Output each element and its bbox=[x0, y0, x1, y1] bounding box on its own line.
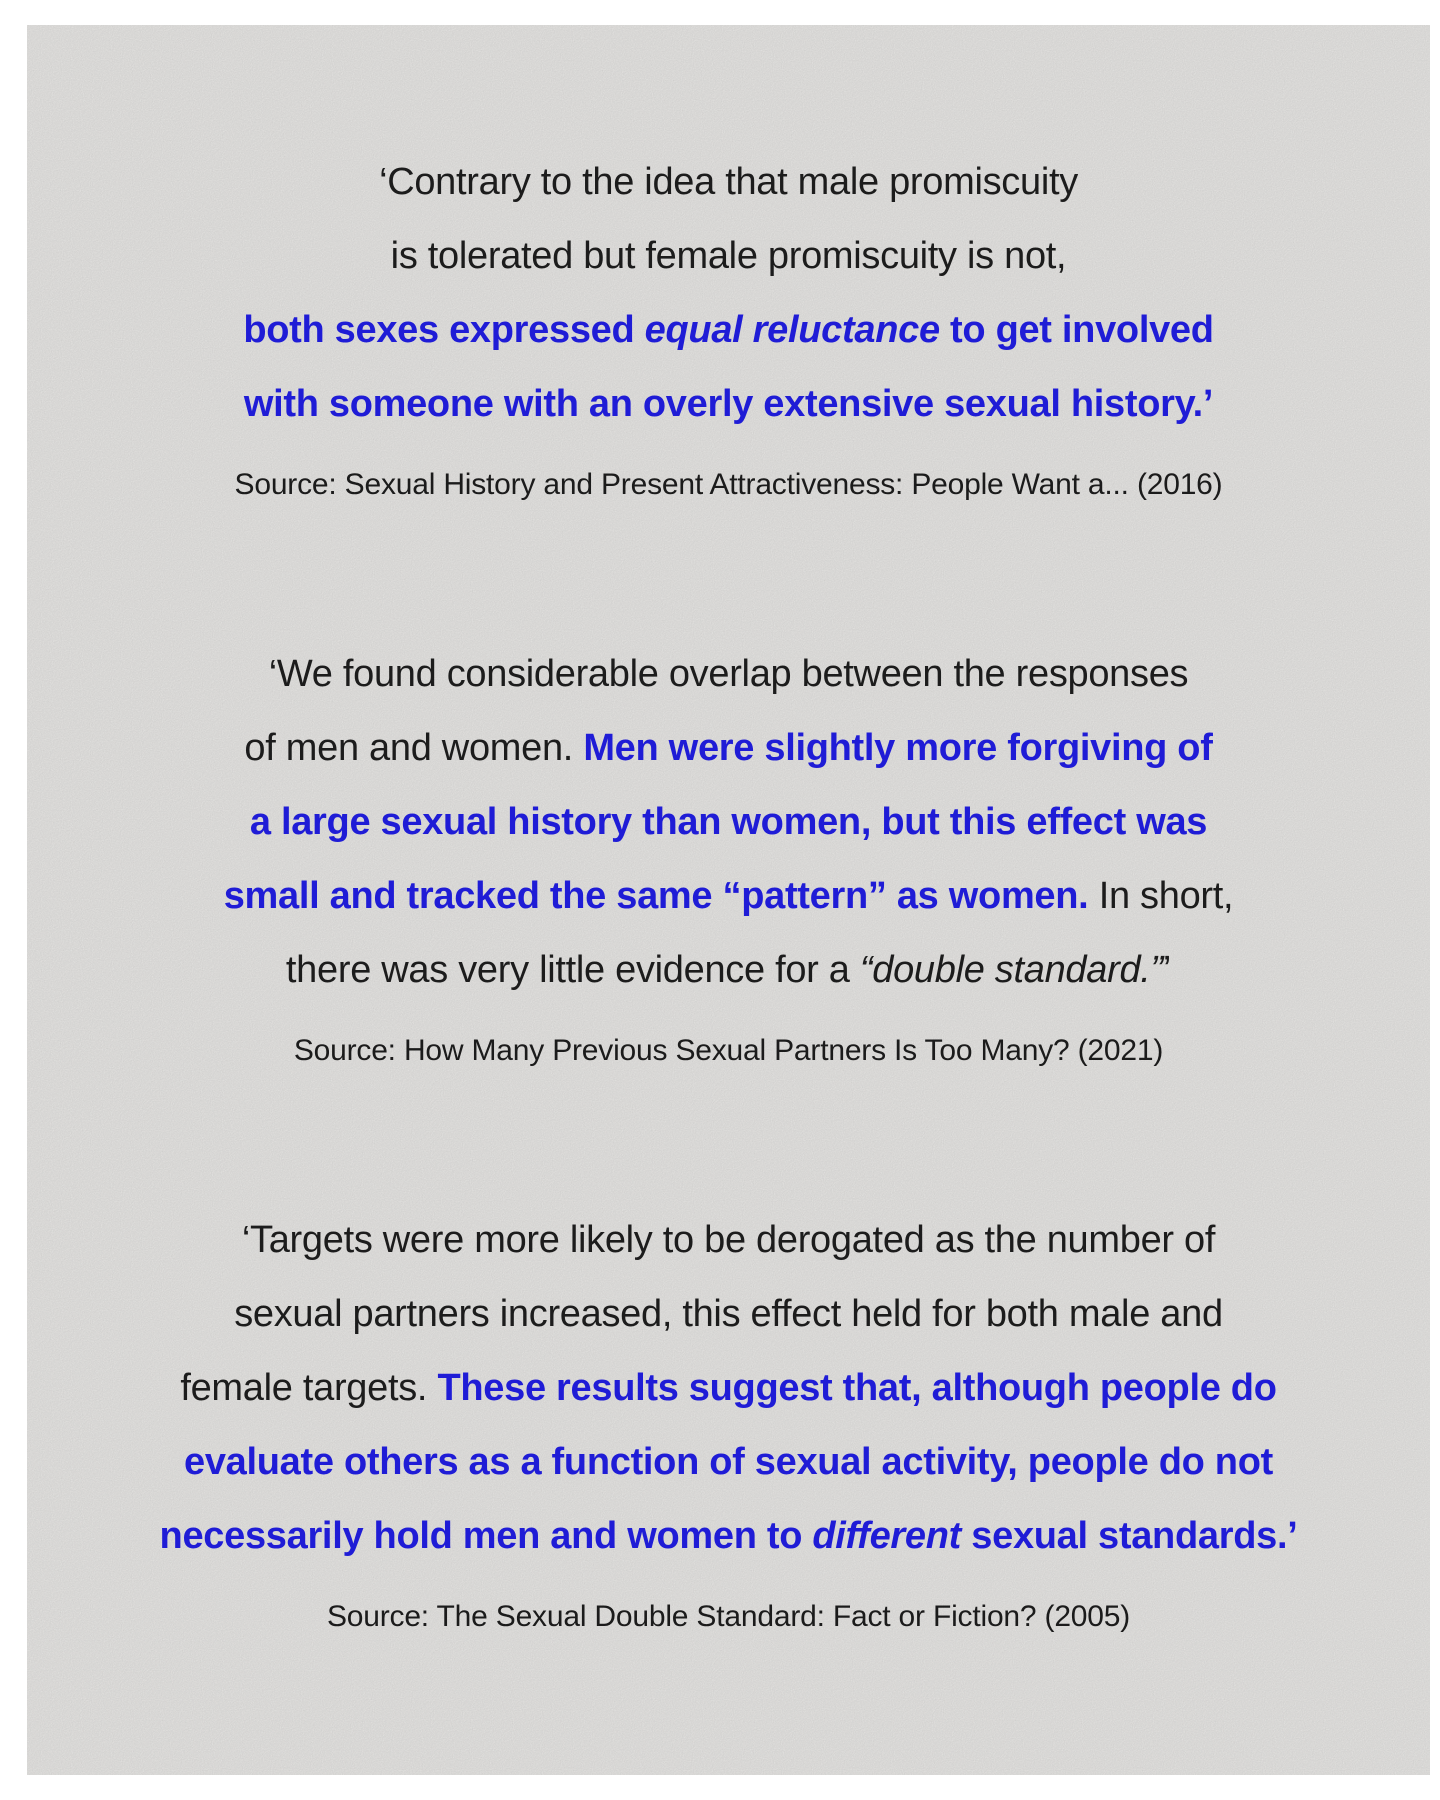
quote-text-italic: “double standard.” bbox=[859, 949, 1163, 991]
quote-line bbox=[27, 1351, 1430, 1425]
quote-text-highlight: both sexes expressed bbox=[243, 309, 645, 351]
quote-text: ‘We found considerable overlap between the responses bbox=[268, 653, 1189, 695]
quote-source: Source: How Many Previous Sexual Partners Is Too Many? (2021) bbox=[293, 1034, 1164, 1067]
quote-text-highlight: These results suggest that, although people do bbox=[437, 1367, 1277, 1409]
quote-text-highlight-italic: equal reluctance bbox=[644, 309, 940, 351]
quote-line bbox=[27, 1203, 1430, 1277]
quote-text-highlight: small and tracked the same “pattern” as women. bbox=[223, 875, 1099, 917]
quote-block-3 bbox=[27, 1203, 1430, 1639]
quote-text: is tolerated but female promiscuity is not, bbox=[390, 235, 1067, 277]
quote-text: sexual partners increased, this effect held for both male and bbox=[234, 1293, 1223, 1335]
quote-line bbox=[27, 293, 1430, 367]
quote-card-content bbox=[27, 25, 1430, 1639]
quote-line bbox=[27, 367, 1430, 441]
quote-line bbox=[27, 785, 1430, 859]
quote-line bbox=[27, 711, 1430, 785]
quote-text: ’ bbox=[1162, 949, 1172, 991]
quote-line bbox=[27, 1499, 1430, 1573]
quote-line bbox=[27, 219, 1430, 293]
quote-text: ‘Contrary to the idea that male promiscuity bbox=[379, 161, 1078, 203]
quote-text-highlight: with someone with an overly extensive sexual history.’ bbox=[243, 383, 1214, 425]
quote-text-highlight: Men were slightly more forgiving of bbox=[583, 727, 1213, 769]
quote-line bbox=[27, 145, 1430, 219]
quote-text: of men and women. bbox=[244, 727, 584, 769]
quote-block-1 bbox=[27, 145, 1430, 507]
quote-text-highlight: to get involved bbox=[939, 309, 1214, 351]
quote-text: there was very little evidence for a bbox=[285, 949, 860, 991]
quote-text-highlight: a large sexual history than women, but this effect was bbox=[249, 801, 1208, 843]
quote-block-2 bbox=[27, 637, 1430, 1073]
quote-text: In short, bbox=[1098, 875, 1234, 917]
quote-text-highlight: evaluate others as a function of sexual activity, people do not bbox=[184, 1441, 1273, 1483]
quote-line bbox=[27, 933, 1430, 1007]
quote-text: female targets. bbox=[180, 1367, 438, 1409]
quote-text-highlight: necessarily hold men and women to bbox=[159, 1515, 813, 1557]
quote-source: Source: The Sexual Double Standard: Fact or Fiction? (2005) bbox=[326, 1600, 1131, 1633]
paper-panel bbox=[27, 25, 1430, 1775]
quote-line bbox=[27, 1425, 1430, 1499]
quote-text-highlight-italic: different bbox=[812, 1515, 962, 1557]
quote-source: Source: Sexual History and Present Attractiveness: People Want a... (2016) bbox=[234, 468, 1223, 501]
quote-line bbox=[27, 637, 1430, 711]
quote-text-highlight: sexual standards.’ bbox=[961, 1515, 1298, 1557]
quote-line bbox=[27, 859, 1430, 933]
quote-text: ‘Targets were more likely to be derogated as the number of bbox=[241, 1219, 1216, 1261]
quote-line bbox=[27, 1277, 1430, 1351]
